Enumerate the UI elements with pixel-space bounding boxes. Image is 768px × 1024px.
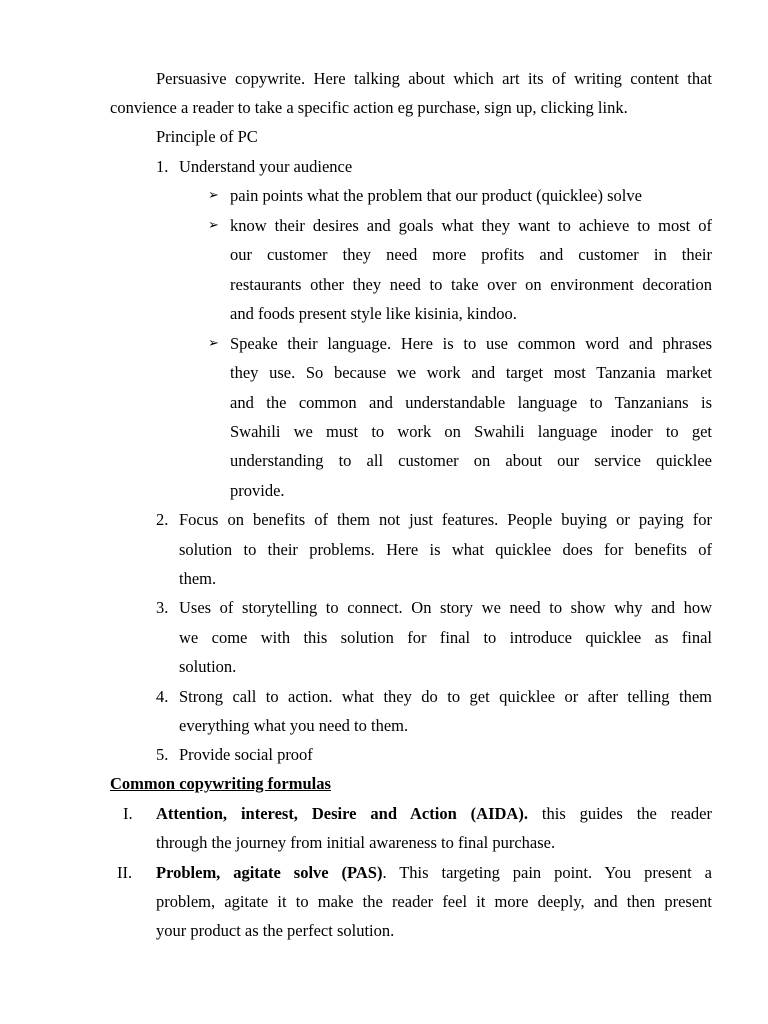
bullet-2-line-2: our customer they need more profits and customer in their <box>230 245 712 264</box>
formulas-heading: Common copywriting formulas <box>110 774 331 793</box>
item-2-line-3: them. <box>179 569 217 588</box>
item-1-number: 1. <box>156 157 169 176</box>
item-2-line-1: Focus on benefits of them not just features. People buying or paying for <box>179 510 712 529</box>
item-5-text: Provide social proof <box>179 745 313 764</box>
bullet-3-line-3: and the common and understandable language to Tanzanians is <box>230 393 712 412</box>
formula-2-description: . This targeting pain point. You present a <box>382 863 712 882</box>
bullet-3-line-2: they use. So because we work and target most Tanzania market <box>230 363 712 382</box>
bullet-2-line-1: know their desires and goals what they want to achieve to most of <box>230 216 712 235</box>
formula-1-number: I. <box>123 804 133 823</box>
item-3-line-2: we come with this solution for final to introduce quicklee as final <box>179 628 712 647</box>
bullet-3-line-1: Speake their language. Here is to use common word and phrases <box>230 334 712 353</box>
bullet-2-line-3: restaurants other they need to take over on environment decoration <box>230 275 712 294</box>
formula-1-line-2: through the journey from initial awareness to final purchase. <box>156 833 556 852</box>
item-2-line-2: solution to their problems. Here is what quicklee does for benefits of <box>179 540 712 559</box>
formula-2-number: II. <box>117 863 133 882</box>
item-3-line-3: solution. <box>179 657 237 676</box>
item-4-line-2: everything what you need to them. <box>179 716 409 735</box>
intro-line-1: Persuasive copywrite. Here talking about which art its of writing content that <box>156 69 712 88</box>
formula-2-line-2: problem, agitate it to make the reader feel it more deeply, and then present <box>156 892 712 911</box>
bullet-2-line-4: and foods present style like kisinia, kindoo. <box>230 304 517 323</box>
formula-2-title: Problem, agitate solve (PAS) <box>156 863 383 882</box>
item-4-number: 4. <box>156 687 169 706</box>
item-1-text: Understand your audience <box>179 157 353 176</box>
arrow-bullet-icon: ➢ <box>208 188 219 203</box>
bullet-3-line-5: understanding to all customer on about our service quicklee <box>230 451 712 470</box>
principle-heading: Principle of PC <box>156 127 258 146</box>
formula-2-line-3: your product as the perfect solution. <box>156 921 395 940</box>
item-3-number: 3. <box>156 598 169 617</box>
formula-1-line-1 <box>156 804 712 824</box>
arrow-bullet-icon: ➢ <box>208 218 219 233</box>
formula-1-title: Attention, interest, Desire and Action (AIDA). <box>156 804 528 823</box>
item-4-line-1: Strong call to action. what they do to get quicklee or after telling them <box>179 687 712 706</box>
item-5-number: 5. <box>156 745 169 764</box>
item-2-number: 2. <box>156 510 169 529</box>
formula-2-line-1 <box>156 863 712 883</box>
bullet-3-line-6: provide. <box>230 481 285 500</box>
arrow-bullet-icon: ➢ <box>208 336 219 351</box>
formula-1-description: this guides the reader <box>527 804 712 823</box>
item-3-line-1: Uses of storytelling to connect. On story we need to show why and how <box>179 598 712 617</box>
bullet-3-line-4: Swahili we must to work on Swahili language inoder to get <box>230 422 712 441</box>
bullet-1-text: pain points what the problem that our product (quicklee) solve <box>230 186 642 205</box>
intro-line-2: convience a reader to take a specific action eg purchase, sign up, clicking link. <box>110 98 628 117</box>
